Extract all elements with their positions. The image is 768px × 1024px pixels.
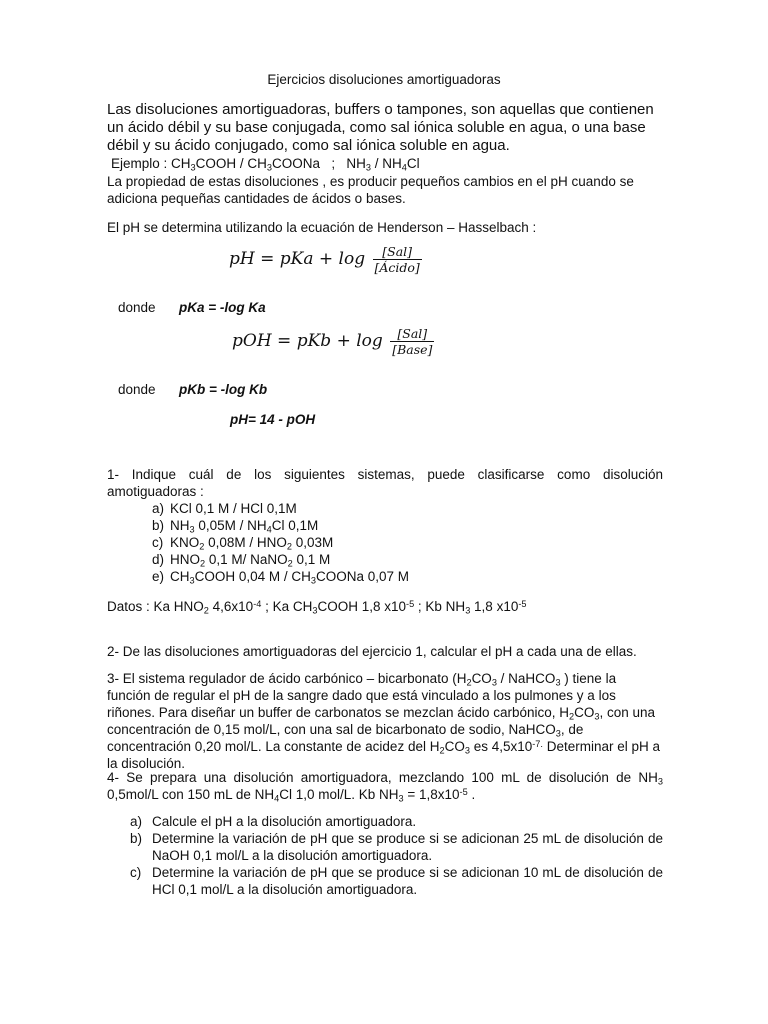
exercise-4-options xyxy=(130,813,663,898)
fraction-numerator: [Sal] xyxy=(390,326,434,342)
list-item: a) KCl 0,1 M / HCl 0,1M xyxy=(152,501,297,516)
example-semicolon: ; xyxy=(331,156,336,171)
equation-henderson-ph xyxy=(229,244,422,275)
equation-lhs: pH = pKa + log xyxy=(229,249,366,269)
list-item: d) $HNO_2$ 0,1 M/ NaNO$_2$ 0,1 M xyxy=(152,552,331,569)
where-label: donde xyxy=(118,382,156,397)
henderson-intro: El pH se determina utilizando la ecuación de Henderson – Hasselbach : xyxy=(107,220,537,235)
intro-paragraph: Las disoluciones amortiguadoras, buffers o tampones, son aquellas que contienen un ácido débil y su base conjugada, como sal iónica soluble en agua, o una base débil y su ácido conjugado, como sal iónica soluble en agua. xyxy=(107,101,654,154)
exercise-1-statement: 1- Indique cuál de los siguientes sistemas, puede clasificarse como disolución amotiguadoras : xyxy=(107,467,663,499)
exercise-4-statement: 4- Se prepara una disolución amortiguadora, mezclando 100 mL de disolución de $NH_3$ 0,5mol/L con 150 mL de $NH_4Cl$ 1,0 mol/L. Kb $NH_3 = 1,8x10^{-5}$ . xyxy=(107,770,663,804)
list-item: c) $KNO_2$ $0,08M / HNO_2$ 0,03M xyxy=(152,535,334,552)
exercise-3-statement: 3- El sistema regulador de ácido carbónico – bicarbonato ($H_2CO_3$ / NaHCO$_3$ ) tiene la función de regular el pH de la sangre dado que está vinculado a los pulmones y a los riñones. Para diseñar un buffer de carbonatos se mezclan ácido carbónico, $H_2CO_3$, con una concentración de 0,15 mol/L, con una sal de bicarbonato de sodio, NaHCO$_3$, de concentración 0,20 mol/L. La constante de acidez del $H_2CO_3$ es $4,5x10^{-7.}$ Determinar el pH a la disolución. xyxy=(107,671,660,771)
pka-definition: pKa = -log Ka xyxy=(179,300,266,315)
exercise-1-options xyxy=(152,500,652,585)
example-pair-ammonia: $NH_3 / NH_4Cl$ xyxy=(346,156,420,173)
equation-henderson-poh xyxy=(232,326,434,357)
example-pair-acetic: $CH_3COOH$ / $CH_3COONa$ xyxy=(171,156,321,173)
pkb-definition: pKb = -log Kb xyxy=(179,382,268,397)
equation-lhs: pOH = pKb + log xyxy=(232,331,383,351)
property-paragraph: La propiedad de estas disoluciones , es producir pequeños cambios en el pH cuando se adiciona pequeñas cantidades de ácidos o bases. xyxy=(107,174,634,206)
fraction-denominator: [Base] xyxy=(392,342,433,357)
exercise-2-statement: 2- De las disoluciones amortiguadoras del ejercicio 1, calcular el pH a cada una de ellas. xyxy=(107,644,637,659)
list-item: b) Determine la variación de pH que se produce si se adicionan 25 mL de disolución de NaOH 0,1 mol/L a la disolución amortiguadora. xyxy=(130,831,663,863)
list-item: c) Determine la variación de pH que se produce si se adicionan 10 mL de disolución de HCl 0,1 mol/L a la disolución amortiguadora. xyxy=(130,865,663,897)
example-line xyxy=(111,155,420,172)
data-constants: Datos : Ka $HNO_2$ $4,6x10^{-4}$ ; Ka $CH_3COOH$ 1,8 $x10^{-5}$ ; Kb $NH_3$ 1,8 $x10^{-5}$ xyxy=(107,598,527,616)
list-item: e) $CH_3COOH$ 0,04 M / $CH_3COONa$ 0,07 M xyxy=(152,569,410,586)
equation-fraction xyxy=(390,326,434,357)
page-title: Ejercicios disoluciones amortiguadoras xyxy=(267,72,501,87)
equation-fraction xyxy=(373,244,422,275)
list-item: a) Calcule el pH a la disolución amortiguadora. xyxy=(130,814,417,829)
where-label: donde xyxy=(118,300,156,315)
ph-poh-relation: pH= 14 - pOH xyxy=(230,412,316,427)
example-label: Ejemplo : xyxy=(111,156,168,171)
fraction-denominator: [Ácido] xyxy=(374,260,420,275)
fraction-numerator: [Sal] xyxy=(373,244,422,260)
list-item: b) $NH_3$ $0,05M / NH_4Cl$ 0,1M xyxy=(152,518,319,535)
